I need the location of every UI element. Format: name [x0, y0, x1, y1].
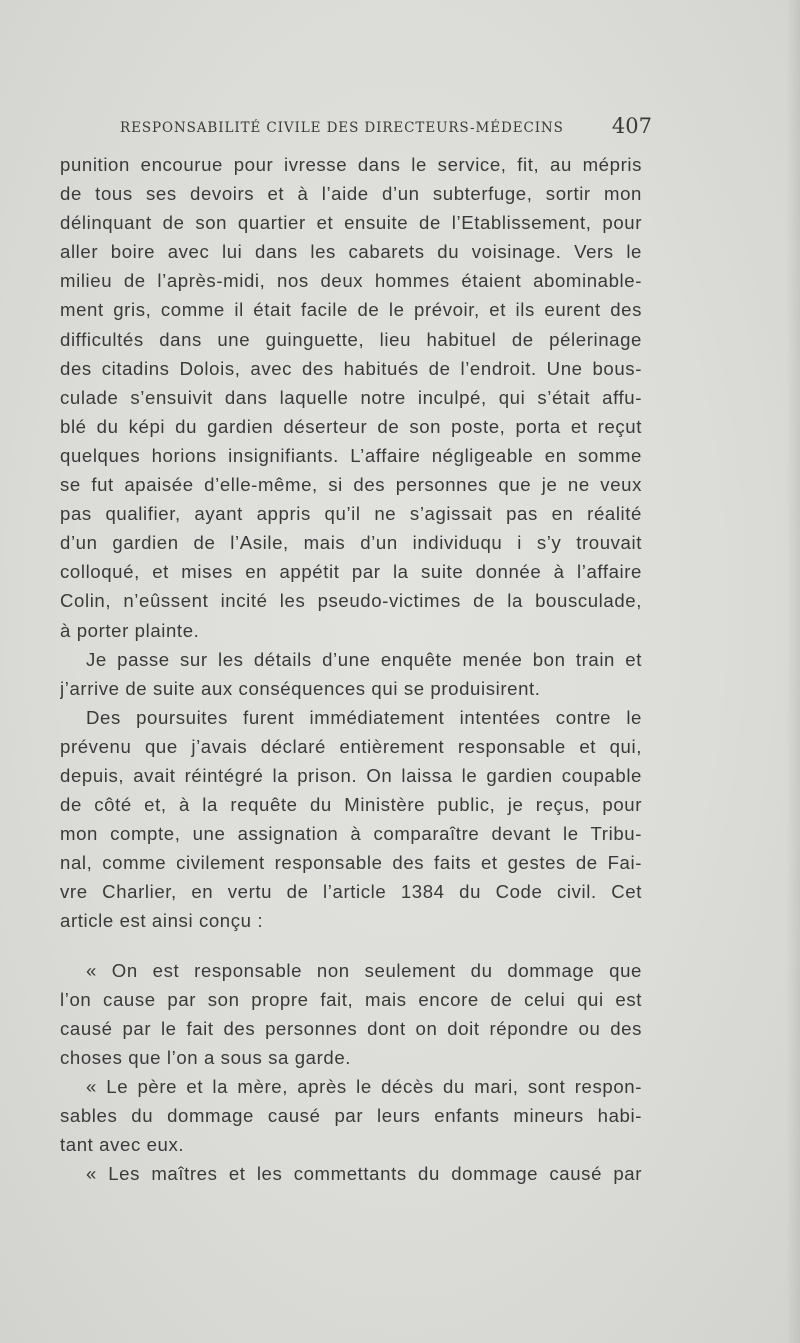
quote-gap: [60, 936, 642, 956]
text-line: Colin, n’eûssent incité les pseudo-victimes de la bousculade,: [60, 590, 642, 612]
text-line: culade s’ensuivit dans laquelle notre inculpé, qui s’était affu-: [60, 386, 642, 408]
text-line: se fut apaisée d’elle-même, si des personnes que je ne veux: [60, 474, 642, 496]
text-line: quelques horions insignifiants. L’affaire négligeable en somme: [60, 444, 642, 466]
body-text: [60, 150, 642, 1188]
quote-line: « On est responsable non seulement du dommage que: [86, 959, 642, 981]
text-line: Des poursuites furent immédiatement intentées contre le: [86, 706, 642, 728]
page-number: 407: [611, 114, 652, 138]
running-head: RESPONSABILITÉ CIVILE DES DIRECTEURS-MÉDECINS: [120, 120, 564, 136]
page-edge-shadow: [786, 0, 800, 1343]
text-line: punition encourue pour ivresse dans le service, fit, au mépris: [60, 154, 642, 175]
text-line: des citadins Dolois, avec des habitués de l’endroit. Une bous-: [60, 357, 642, 379]
text-line: de tous ses devoirs et à l’aide d’un subterfuge, sortir mon: [60, 183, 642, 205]
text-line: délinquant de son quartier et ensuite de l’Etablissement, pour: [60, 212, 642, 234]
text-line: depuis, avait réintégré la prison. On laissa le gardien coupable: [60, 764, 642, 786]
text-line: mon compte, une assignation à comparaître devant le Tribu-: [60, 823, 642, 845]
text-line: difficultés dans une guinguette, lieu habituel de pélerinage: [60, 328, 642, 350]
text-line: milieu de l’après-midi, nos deux hommes étaient abominable-: [60, 270, 642, 292]
text-line: j’arrive de suite aux conséquences qui se produisirent.: [60, 677, 541, 699]
quote-line: sables du dommage causé par leurs enfants mineurs habi-: [60, 1105, 642, 1126]
text-line: d’un gardien de l’Asile, mais d’un individuqu i s’y trouvait: [60, 532, 642, 554]
text-line: ment gris, comme il était facile de le prévoir, et ils eurent des: [60, 299, 642, 321]
text-line: pas qualifier, ayant appris qu’il ne s’agissait pas en réalité: [60, 503, 642, 525]
text-line: colloqué, et mises en appétit par la suite donnée à l’affaire: [60, 561, 642, 583]
text-line: nal, comme civilement responsable des faits et gestes de Fai-: [60, 852, 642, 874]
text-line: à porter plainte.: [60, 619, 200, 641]
quote-line: choses que l’on a sous sa garde.: [60, 1046, 352, 1068]
text-line: Je passe sur les détails d’une enquête menée bon train et: [86, 648, 642, 670]
quote-line: causé par le fait des personnes dont on doit répondre ou des: [60, 1017, 642, 1039]
text-line: prévenu que j’avais déclaré entièrement responsable et qui,: [60, 735, 642, 757]
quote-line: l’on cause par son propre fait, mais encore de celui qui est: [60, 988, 642, 1010]
page-header: [112, 112, 652, 144]
text-line: vre Charlier, en vertu de l’article 1384 du Code civil. Cet: [60, 881, 642, 903]
quote-line: « Les maîtres et les commettants du dommage causé par: [86, 1163, 642, 1185]
quote-line: tant avec eux.: [60, 1134, 185, 1156]
text-line: blé du képi du gardien déserteur de son poste, porta et reçut: [60, 415, 642, 437]
text-line: article est ainsi conçu :: [60, 910, 264, 932]
quote-line: « Le père et la mère, après le décès du mari, sont respon-: [86, 1075, 642, 1097]
text-line: de côté et, à la requête du Ministère public, je reçus, pour: [60, 794, 642, 816]
text-line: aller boire avec lui dans les cabarets du voisinage. Vers le: [60, 241, 642, 263]
